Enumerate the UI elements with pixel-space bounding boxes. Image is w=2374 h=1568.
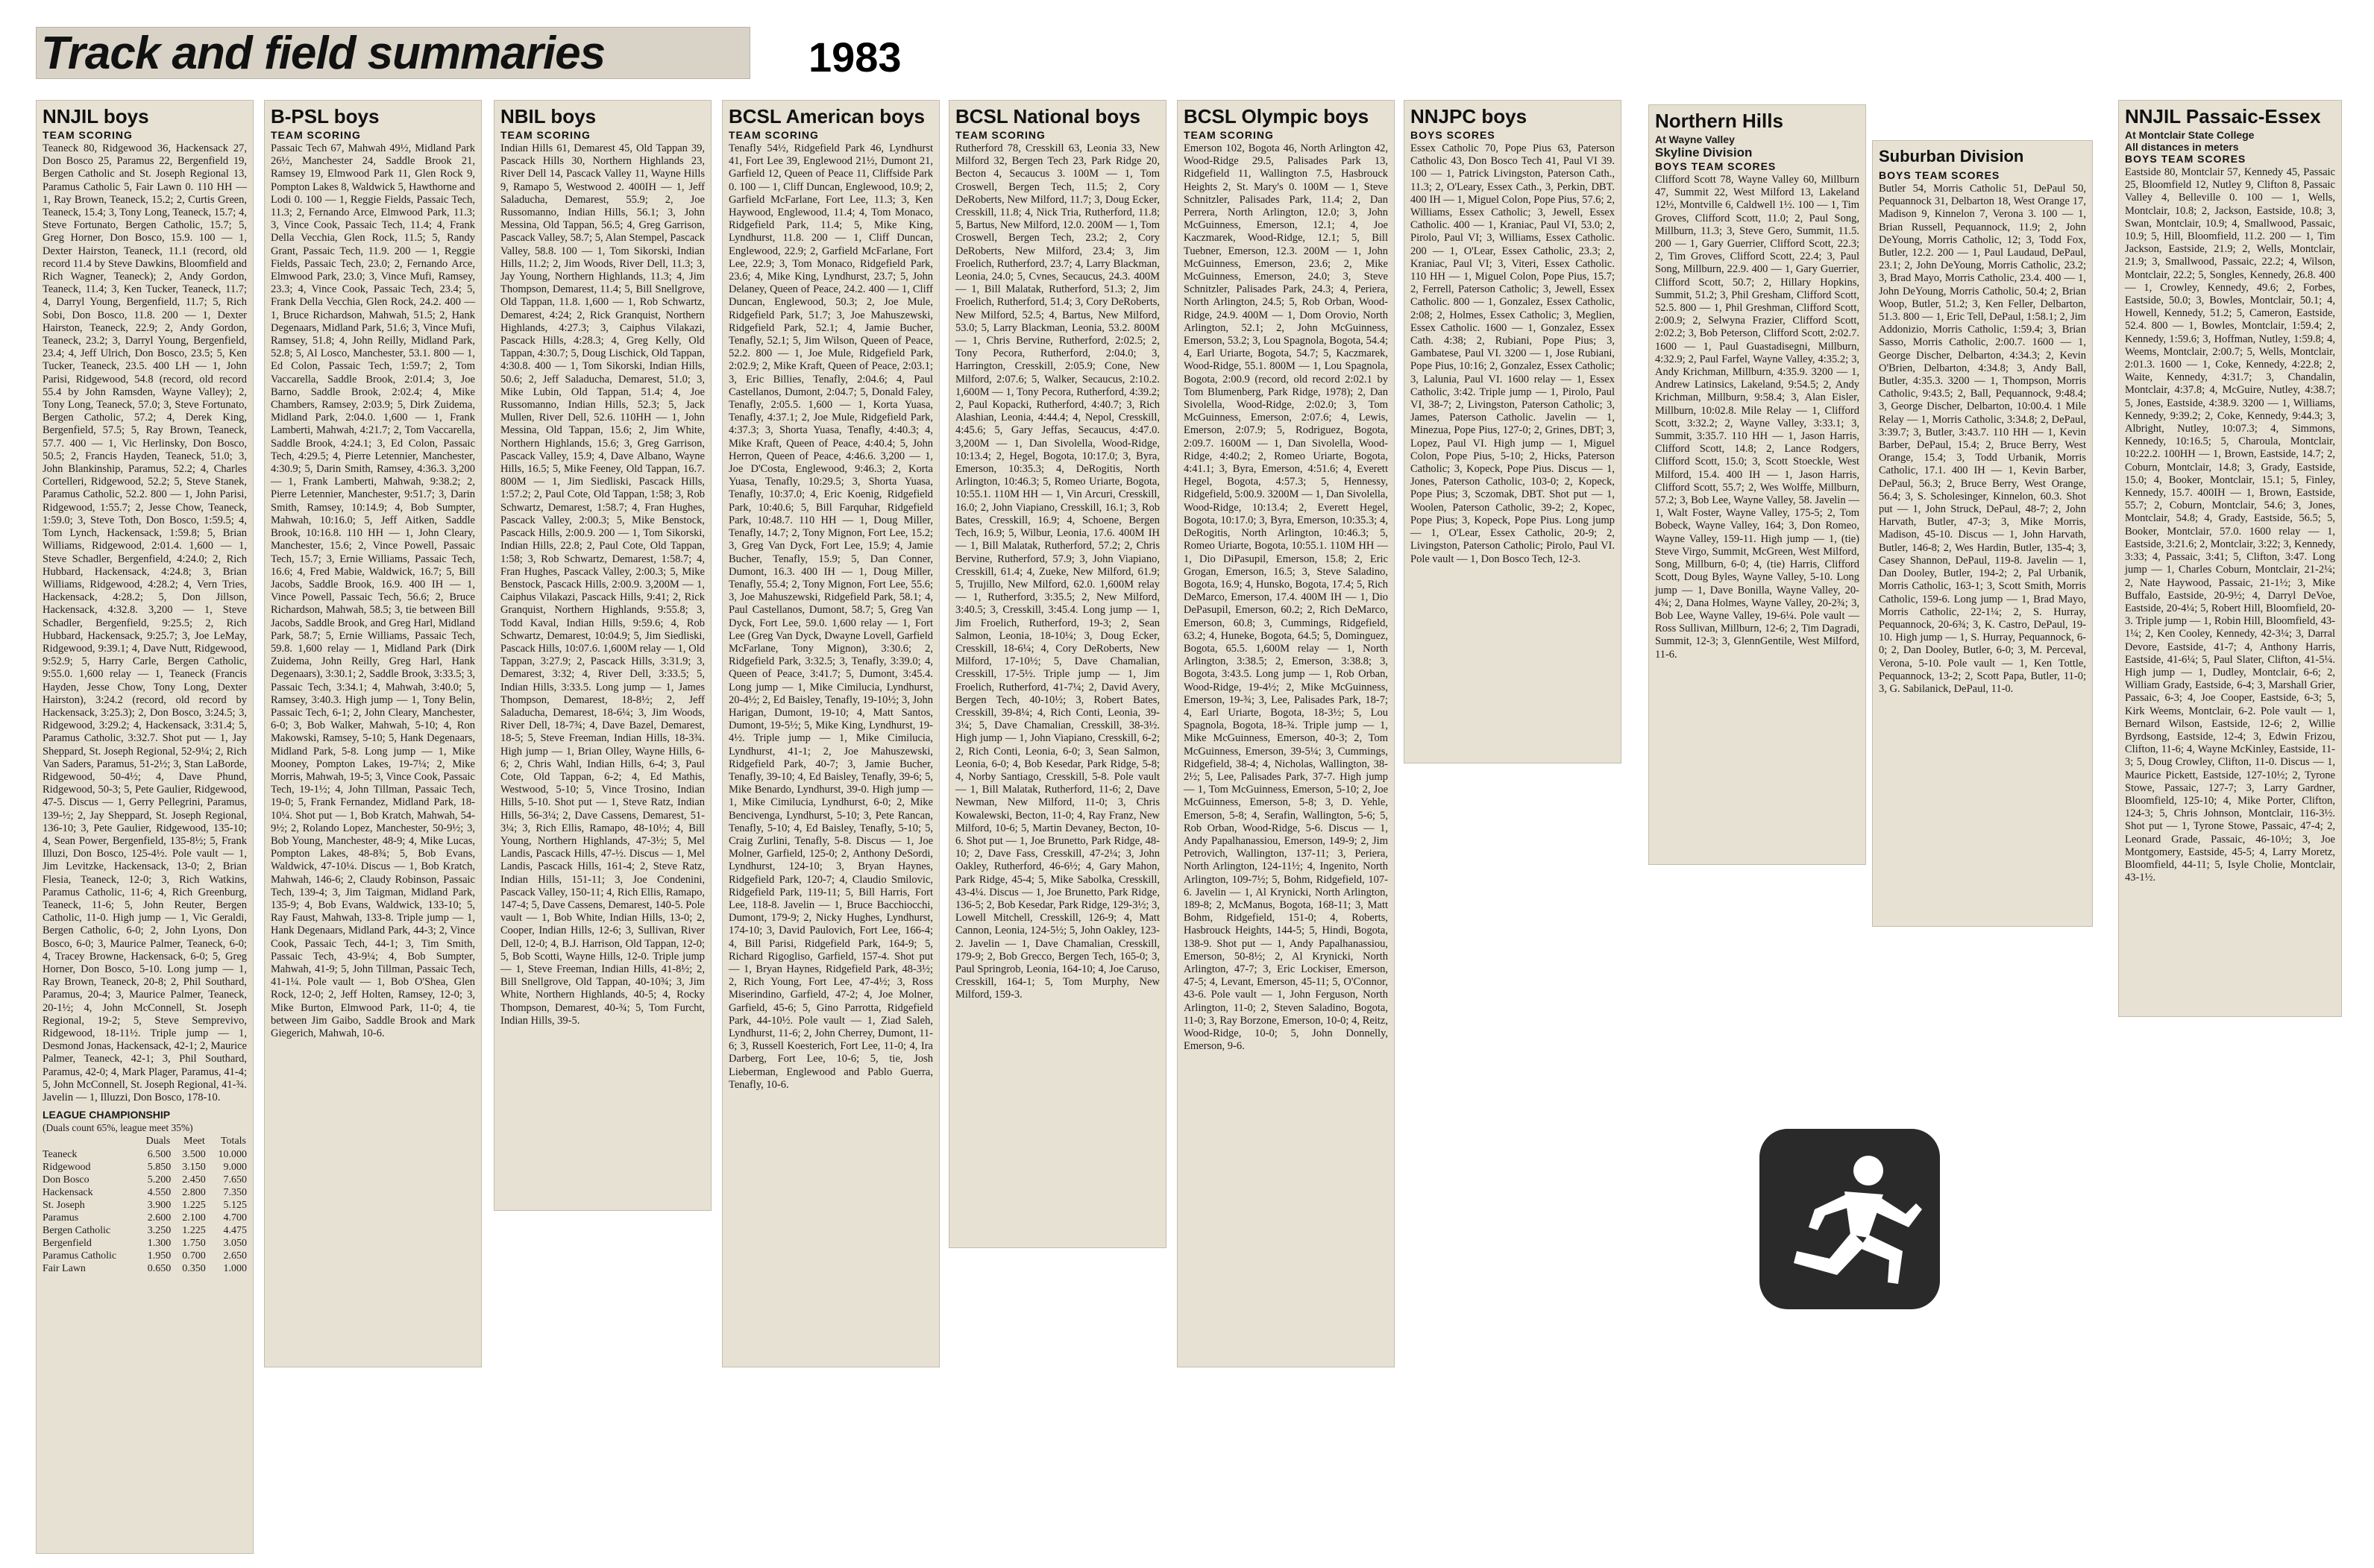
meet-value: 1.750 xyxy=(182,1238,206,1250)
team-name: Hackensack xyxy=(43,1187,93,1199)
results-text: Emerson 102, Bogota 46, North Arlington 42, Wood-Ridge 29.5, Palisades Park 13, Ridgefield 11, Wallington 7.5, Hasbrouck Heights 2, St. Mary's 0. 100M — 1, Steve Schnitzler, Palisades Park, 11.4; 2, Dan Perrera, North Arlington, 12.0; 3, John McGuinness, Emerson, 12.1; 4, Joe Kaczmarek, Wood-Ridge, 12.1; 5, Bill Tuebner, Emerson, 12.3. 200M — 1, John McGuinness, Emerson, 23.6; 2, Mike McGuinness, Emerson, 24.0; 3, Steve Schnitzler, Palisades Park, 24.3; 4, Periera, North Arlington, 24.5; 5, Rob Orban, Wood-Ridge, 24.9. 400M — 1, Dom Orovio, North Arlington, 52.1; 2, John McGuinness, Emerson, 53.2; 3, Lou Spagnola, Bogota, 54.4; 4, Earl Uriarte, Bogota, 54.7; 5, Kaczmarek, Wood-Ridge, 55.1. 800M — 1, Lou Spagnola, Bogota, 2:00.9 (record, old record 2:02.1 by Tom Blumenberg, Park Ridge, 1978); 2, Dan Sivolella, Wood-Ridge, 2:02.0; 3, Tom McGuinness, Emerson, 2:07.6; 4, Lewis, Emerson, 2:07.9; 5, Rodriguez, Bogota, 2:09.7. 1600M — 1, Dan Sivolella, Wood-Ridge, 4:40.2; 2, Romeo Uriarte, Bogota, 4:41.1; 3, Byra, Emerson, 4:51.6; 4, Everett Hegel, Bogota, 4:57.3; 5, Hennessy, Ridgefield, 5:00.9. 3200M — 1, Dan Sivolella, Wood-Ridge, 10:13.4; 2, Everett Hegel, Bogota, 10:17.0; 3, Byra, Emerson, 10:35.3; 4, DeRogitis, North Arlington, 10:46.3; 5, Romeo Uriarte, Bogota, 10:55.1. 110M HH — 1, Dio DiPasupil, Emerson, 15.8; 2, Eric Grogan, Emerson, 16.5; 3, Steve Saladino, Bogota, 16.9; 4, Hunsko, Bogota, 17.4; 5, Rich DeMarco, Emerson, 17.4. 400M IH — 1, Dio DePasupil, Emerson, 60.2; 2, Rich DeMarco, Emerson, 60.8; 3, Cummings, Ridgefield, 63.2; 4, Huneke, Bogota, 64.5; 5, Dominguez, Bogota, 65.5. 1,600M relay — 1, North Arlington, 3:38.5; 2, Emerson, 3:38.8; 3, Bogota, 3:43.5. Long jump — 1, Rob Orban, Wood-Ridge, 19-4½; 2, Mike McGuinness, Emerson, 19-¾; 3, Lee, Palisades Park, 18-7; 4, Earl Uriarte, Bogota, 18-3½; 5, Lou Spagnola, Bogota, 18-¾. Triple jump — 1, Mike McGuinness, Emerson, 40-3; 2, Tom McGuinness, Emerson, 39-5¼; 3, Cummings, Ridgefield, 38-4; 4, Nicholas, Wallington, 38-2½; 5, Lee, Palisades Park, 37-7. High jump — 1, Tom McGuinness, Emerson, 5-10; 2, Joe McGuinness, Emerson, 5-8; 3, D. Yehle, Emerson, 5-8; 4, Serafin, Wallington, 5-6; 5, Rob Orban, Wood-Ridge, 5-6. Discus — 1, Andy Papalhanassiou, Emerson, 149-9; 2, Jim Petrovich, Wallington, 137-11; 3, Periera, North Arlington, 124-11½; 4, Ingenito, North Arlington, 109-7½; 5, Bohm, Ridgefield, 107-6. Javelin — 1, Al Krynicki, North Arlington, 189-8; 2, McManus, Bogota, 168-11; 3, Matt Bohm, Ridgefield, 151-0; 4, Roberts, Hasbrouck Heights, 144-5; 5, Hindi, Bogota, 138-9. Shot put — 1, Andy Papalhanassiou, Emerson, 50-8½; 2, Al Krynicki, North Arlington, 47-7; 3, Eric Lockiser, Emerson, 47-5; 4, Levant, Emerson, 45-11; 5, O'Connor, 43-6. Pole vault — 1, John Ferguson, North Arlington, 11-0; 2, Steven Saladino, Bogota, 11-0; 3, Ray Borzone, Emerson, 10-0; 4, Reitz, Wood-Ridge, 10-0; 5, John Donnelly, Emerson, 9-6. xyxy=(1184,142,1388,1053)
column-title: NNJIL Passaic-Essex xyxy=(2125,105,2321,127)
total-value: 3.050 xyxy=(223,1238,247,1250)
column-title: BCSL Olympic boys xyxy=(1184,105,1369,127)
track-runner-logo-icon xyxy=(1756,1126,1943,1312)
team-name: Bergenfield xyxy=(43,1238,92,1250)
results-text: Clifford Scott 78, Wayne Valley 60, Millburn 47, Summit 22, West Milford 13, Lakeland 12½, Montville 6, Caldwell 1½. 100 — 1, Tim Groves, Clifford Scott, 11.0; 2, Paul Song, Millburn, 11.3; 3, Steve Gero, Summit, 11.5. 200 — 1, Gary Guerrier, Clifford Scott, 22.3; 2, Tim Groves, Clifford Scott, 22.4; 3, Paul Song, Millburn, 22.9. 400 — 1, Gary Guerrier, Clifford Scott, 50.7; 2, Hillary Hopkins, Summit, 51.2; 3, Phil Gresham, Clifford Scott, 52.5. 800 — 1, Phil Greshman, Clifford Scott, 2:00.9; 2, Selwyna Frazier, Clifford Scott, 2:02.2; 3, Bob Peterson, Clifford Scott, 2:02.7. 1600 — 1, Paul Guastadisegni, Millburn, 4:32.9; 2, Paul Farfel, Wayne Valley, 4:35.2; 3, Andy Krichman, Millburn, 4:35.9. 3200 — 1, Andrew Latinsics, Lakeland, 9:54.5; 2, Andy Krichman, Millburn, 9:58.4; 3, Alan Eisler, Millburn, 10:02.8. Mile Relay — 1, Clifford Scott, 3:32.2; 2, Wayne Valley, 3:33.1; 3, Summit, 3:35.7. 110 HH — 1, Jason Harris, Clifford Scott, 14.8; 2, Lance Rodgers, Clifford Scott, 15.0; 3, Scott Stoeckle, West Milford, 15.4. 400 IH — 1, Jason Harris, Clifford Scott, 55.7; 2, Wes Wolffe, Millburn, 57.2; 3, Bob Lee, Wayne Valley, 58. Javelin — 1, Walt Foster, Wayne Valley, 175-5; 2, Tom Bobeck, Wayne Valley, 164; 3, Don Romeo, Wayne Valley, 159-11. High jump — 1, (tie) Steve Virgo, Summit, McGreen, West Milford, Song, Millburn, 6-0; 4, (tie) Harris, Clifford Scott, Doug Byles, Wayne Valley, 5-10. Long jump — 1, Dave Bonilla, Wayne Valley, 20-4¾; 2, Dana Holmes, Wayne Valley, 20-2¾; 3, Bob Lee, Wayne Valley, 19-6¼. Pole vault — Ross Sullivan, Millburn, 12-6; 2, Tim Dagradi, Summit, 12-3; 3, GlennGentile, West Milford, 11-6. xyxy=(1655,174,1859,661)
team-name: Paramus xyxy=(43,1212,79,1224)
column-suburban-division xyxy=(1872,140,2093,927)
total-value: 7.350 xyxy=(223,1187,247,1199)
column-nnjil-boys xyxy=(36,100,254,1554)
column-nbil-boys xyxy=(494,100,712,1211)
total-value: 2.650 xyxy=(223,1250,247,1262)
meet-value: 0.700 xyxy=(182,1250,206,1262)
results-text: Teaneck 80, Ridgewood 36, Hackensack 27, Don Bosco 25, Paramus 22, Bergenfield 19, Bergen Catholic and St. Joseph Regional 13, Paramus Catholic 5, Fair Lawn 0. 110 HH — 1, Ray Brown, Teaneck, 15.2; 2, Curtis Green, Teaneck, 15.4; 3, Tony Long, Teaneck, 15.7; 4, Steve Fortunato, Bergen Catholic, 15.7; 5, Greg Horner, Don Bosco, 15.9. 100 — 1, Dexter Hairston, Teaneck, 11.1 (record, old record 11.4 by Steve Dawkins, Bloomfield and Rich Wagner, Teaneck); 2, Andy Gordon, Teaneck, 11.4; 3, Ken Tucker, Teaneck, 11.7; 4, Darryl Young, Bergenfield, 11.7; 5, Rich Sobi, Don Bosco, 11.8. 200 — 1, Dexter Hairston, Teaneck, 22.9; 2, Andy Gordon, Teaneck, 23.2; 3, Darryl Young, Bergenfield, 23.4; 4, Jeff Ulrich, Don Bosco, 23.5; 5, Ken Tucker, Teaneck, 23.5. 400 LH — 1, John Parisi, Ridgewood, 54.8 (record, old record 55.4 by John Ramsden, Wayne Valley); 2, Tony Long, Teaneck, 57.0; 3, Steve Fortunato, Bergen Catholic, 57.2; 4, Derek King, Bergenfield, 57.5; 5, Ray Brown, Teaneck, 57.7. 400 — 1, Vic Herlinsky, Don Bosco, 50.5; 2, Francis Hayden, Teaneck, 51.0; 3, John Blankinship, Paramus, 52.2; 4, Charles Cortelleri, Ridgewood, 52.2; 5, Steve Stanek, Paramus Catholic, 52.2. 800 — 1, John Parisi, Ridgewood, 1:55.7; 2, Jesse Chow, Teaneck, 1:59.0; 3, Steve Toth, Don Bosco, 1:59.5; 4, Tom Lynch, Hackensack, 1:59.8; 5, Brian Williams, Ridgewood, 2:01.4. 1,600 — 1, Steve Schadler, Bergenfield, 4:24.0; 2, Rich Hubbard, Hackensack, 4:24.8; 3, Brian Williams, Ridgewood, 4:28.2; 4, Vern Tries, Hackensack, 4:28.2; 5, Don Jillson, Hackensack, 4:32.8. 3,200 — 1, Steve Schadler, Bergenfield, 9:25.5; 2, Rich Hubbard, Hackensack, 9:25.7; 3, Joe LeMay, Ridgewood, 9:39.1; 4, Dave Nutt, Ridgewood, 9:52.9; 5, Harry Carle, Bergen Catholic, 9:55.0. 1,600 relay — 1, Teaneck (Francis Hayden, Jesse Chow, Tony Long, Dexter Hairston), 3:24.2 (record, old record by Hackensack, 3:25.3); 2, Don Bosco, 3:24.5; 3, Ridgewood, 3:29.2; 4, Hackensack, 3:31.4; 5, Paramus Catholic, 3:32.7. Shot put — 1, Jay Sheppard, St. Joseph Regional, 52-9¼; 2, Rich Van Saders, Paramus, 51-2½; 3, Stan LaBorde, Ridgewood, 50-4½; 4, Dave Phund, Ridgewood, 50-3; 5, Pete Gaulier, Ridgewood, 47-5. Discus — 1, Gerry Pellegrini, Paramus, 139-½; 2, Jay Sheppard, St. Joseph Regional, 136-10; 3, Pete Gaulier, Ridgewood, 135-10; 4, Sean Power, Bergenfield, 135-8½; 5, Frank Illuzi, Don Bosco, 125-4½. Pole vault — 1, Jim Levitzke, Hackensack, 13-0; 2, Brian Flesia, Teaneck, 12-0; 3, Rich Watkins, Paramus Catholic, 11-6; 4, Rich Greenburg, Teaneck, 11-6; 5, John Reuter, Bergen Catholic, 11-0. High jump — 1, Vic Geraldi, Bergen Catholic, 6-0; 2, John Lyons, Don Bosco, 6-0; 3, Maurice Palmer, Teaneck, 6-0; 4, Tracey Browne, Hackensack, 6-0; 5, Greg Horner, Don Bosco, 5-10. Long jump — 1, Ray Brown, Teaneck, 20-8; 2, Phil Southard, Paramus, 20-4; 3, Maurice Palmer, Teaneck, 20-1½; 4, John McConnell, St. Joseph Regional, 19-2; 5, Steve Semprevivo, Ridgewood, 18-11½. Triple jump — 1, Desmond Jonas, Hackensack, 42-1; 2, Maurice Palmer, Teaneck, 42-1; 3, Phil Southard, Paramus, 42-0; 4, Mark Plager, Paramus, 41-4; 5, John McConnell, St. Joseph Regional, 41-¾. Javelin — 1, Illuzzi, Don Bosco, 178-10. xyxy=(43,142,247,1104)
column-subtitle: TEAM SCORING xyxy=(271,129,361,141)
duals-value: 2.600 xyxy=(147,1212,172,1224)
total-value: 4.475 xyxy=(223,1225,247,1237)
total-value: 10.000 xyxy=(218,1149,247,1161)
standings-row xyxy=(43,1148,247,1161)
duals-value: 3.250 xyxy=(147,1225,172,1237)
league-championship-standings xyxy=(43,1109,247,1275)
column-subtitle: Skyline Division xyxy=(1655,145,1753,160)
column-bcsl-national-boys xyxy=(949,100,1166,1248)
column-northern-hills xyxy=(1648,104,1866,865)
column-bpsl-boys xyxy=(264,100,482,1367)
meet-value: 1.225 xyxy=(182,1225,206,1237)
column-subtitle: All distances in meters xyxy=(2125,141,2239,153)
column-bcsl-american-boys xyxy=(722,100,940,1367)
duals-value: 5.200 xyxy=(147,1174,172,1186)
column-title: BCSL American boys xyxy=(729,105,925,127)
standings-row xyxy=(43,1262,247,1275)
results-text: Tenafly 54½, Ridgefield Park 46, Lyndhurst 41, Fort Lee 39, Englewood 21½, Dumont 21, Garfield 12, Queen of Peace 11, Cliffside Park 0. 100 — 1, Cliff Duncan, Englewood, 10.9; 2, Garfield McFarlane, Fort Lee, 11.3; 3, Ken Haywood, Englewood, 11.4; 4, Tom Monaco, Ridgefield Park, 11.4; 5, Mike King, Lyndhurst, 11.8. 200 — 1, Cliff Duncan, Englewood, 22.9; 2, Garfield McFarlane, Fort Lee, 22.9; 3, Tom Monaco, Ridgefield Park, 23.6; 4, Mike King, Lyndhurst, 23.7; 5, John Delaney, Queen of Peace, 24.2. 400 — 1, Cliff Duncan, Englewood, 50.3; 2, Joe Mule, Ridgefield Park, 51.7; 3, Joe Mahuszewski, Ridgefield Park, 52.1; 4, Jamie Bucher, Tenafly, 52.1; 5, Jim Wilson, Queen of Peace, 52.2. 800 — 1, Joe Mule, Ridgefield Park, 2:02.9; 2, Mike Kraft, Queen of Peace, 2:03.1; 3, Eric Billies, Tenafly, 2:04.6; 4, Paul Castellanos, Dumont, 2:04.7; 5, Donald Faley, Tenafly, 2:05.5. 1,600 — 1, Korta Yuasa, Tenafly, 4:37.1; 2, Joe Mule, Ridgefield Park, 4:37.3; 3, Shorta Yuasa, Tenafly, 4:40.3; 4, Mike Kraft, Queen of Peace, 4:40.4; 5, John Herron, Queen of Peace, 4:46.6. 3,200 — 1, Joe D'Costa, Englewood, 9:46.3; 2, Korta Yuasa, Tenafly, 10:29.5; 3, Shorta Yuasa, Tenafly, 10:37.0; 4, Eric Koenig, Ridgefield Park, 10:40.6; 5, Bill Farquhar, Ridgefield Park, 10:48.7. 110 HH — 1, Doug Miller, Tenafly, 14.7; 2, Tony Mignon, Fort Lee, 15.2; 3, Greg Van Dyck, Fort Lee, 15.9; 4, Jamie Bucher, Tenafly, 15.9; 5, Dan Conner, Dumont, 16.3. 400 IH — 1, Doug Miller, Tenafly, 55.4; 2, Tony Mignon, Fort Lee, 55.6; 3, Joe Mahuszewski, Ridgefield Park, 58.1; 4, Paul Castellanos, Dumont, 58.7; 5, Greg Van Dyck, Fort Lee, 59.0. 1,600 relay — 1, Fort Lee (Greg Van Dyck, Dwayne Lovell, Garfield McFarlane, Tony Mignon), 3:30.6; 2, Ridgefield Park, 3:32.5; 3, Tenafly, 3:39.0; 4, Queen of Peace, 3:41.7; 5, Dumont, 3:45.4. Long jump — 1, Mike Cimilucia, Lyndhurst, 20-4½; 2, Ed Baisley, Tenafly, 19-10½; 3, John Harigan, Dumont, 19-10; 4, Matt Santos, Dumont, 19-5½; 5, Mike King, Lyndhurst, 19-4½. Triple jump — 1, Mike Cimilucia, Lyndhurst, 41-1; 2, Joe Mahuszewski, Ridgefield Park, 40-7; 3, Jamie Bucher, Tenafly, 39-10; 4, Ed Baisley, Tenafly, 39-6; 5, Mike Benardo, Lyndhurst, 39-0. High jump — 1, Mike Cimilucia, Lyndhurst, 6-0; 2, Mike Bencivenga, Lyndhurst, 5-10; 3, Pete Rancan, Tenafly, 5-10; 4, Ed Baisley, Tenafly, 5-10; 5, Craig Zurlini, Tenafly, 5-8. Discus — 1, Joe Molner, Garfield, 125-0; 2, Anthony DeSordi, Lyndhurst, 124-10; 3, Bryan Haynes, Ridgefield Park, 120-7; 4, Claudio Smilovic, Ridgefield Park, 119-11; 5, Bill Harris, Fort Lee, 118-8. Javelin — 1, Bruce Bacchiocchi, Dumont, 179-9; 2, Nicky Hughes, Lyndhurst, 174-10; 3, David Paulovich, Fort Lee, 166-4; 4, Bill Parisi, Ridgefield Park, 164-9; 5, Richard Rigogliso, Garfield, 157-4. Shot put — 1, Bryan Haynes, Ridgefield Park, 48-3½; 2, Rich Young, Fort Lee, 47-4½; 3, Ross Miserindino, Garfield, 47-2; 4, Joe Molner, Garfield, 45-6; 5, Gino Parrotta, Ridgefield Park, 44-10½. Pole vault — 1, Ziad Saleh, Lyndhurst, 11-6; 2, John Cherrey, Dumont, 11-6; 3, Russell Koesterich, Fort Lee, 11-0; 4, Ira Darberg, Fort Lee, 10-6; 5, tie, Josh Lieberman, Englewood and Pablo Guerra, Tenafly, 10-6. xyxy=(729,142,933,1091)
team-name: Paramus Catholic xyxy=(43,1250,117,1262)
standings-note: (Duals count 65%, league meet 35%) xyxy=(43,1122,193,1134)
column-subtitle: At Montclair State College xyxy=(2125,129,2255,141)
team-name: Bergen Catholic xyxy=(43,1225,111,1237)
standings-row xyxy=(43,1224,247,1237)
column-subtitle: TEAM SCORING xyxy=(43,129,133,141)
column-subtitle: TEAM SCORING xyxy=(1184,129,1274,141)
total-value: 7.650 xyxy=(223,1174,247,1186)
duals-value: 5.850 xyxy=(147,1162,172,1174)
duals-value: 1.300 xyxy=(147,1238,172,1250)
results-text: Essex Catholic 70, Pope Pius 63, Paterson Catholic 43, Don Bosco Tech 41, Paul VI 39. 100 — 1, Patrick Livingston, Paterson Cath., 11.3; 2, O'Leary, Essex Cath., 3, Perkin, DBT. 400 IH — 1, Miguel Colon, Pope Pius, 57.6; 2, Williams, Essex Catholic; 3, Jewell, Essex Catholic. 400 — 1, Kraniac, Paul VI, 53.0; 2, Pirolo, Paul VI; 3, Williams, Essex Catholic. 200 — 1, O'Lear, Essex Catholic, 23.3; 2, Kraniac, Paul VI; 3, Viteri, Essex Catholic. 110 HH — 1, Miguel Colon, Pope Pius, 15.7; 2, Ferrell, Paterson Catholic; 3, Jewell, Essex Catholic. 800 — 1, Gonzalez, Essex Catholic, 2:08; 2, Holmes, Essex Catholic; 3, Meglien, Essex Catholic. 1600 — 1, Gonzalez, Essex Cath. 4:38; 2, Rubiani, Pope Pius; 3, Gambatese, Paul VI. 3200 — 1, Jose Rubiani, Pope Pius, 10:16; 2, Gonzalez, Essex Catholic; 3, Lalunia, Paul VI. 1600 relay — 1, Essex Catholic, 3:42. Triple jump — 1, Pirolo, Paul VI, 38-7; 2, Livingston, Paterson Catholic; 3, James, Paterson Catholic. Javelin — 1, Minezua, Pope Pius, 127-0; 2, Grines, DBT; 3, Lopez, Paul VI. High jump — 1, Miguel Colon, Pope Pius, 5-10; 2, Hicks, Paterson Catholic; 3, Kopeck, Pope Pius. Discus — 1, Jones, Paterson Catholic, 103-0; 2, Kopeck, Pope Pius; 3, Sczomak, DBT. Shot put — 1, Woolen, Paterson Catholic, 39-2; 2, Kopec, Pope Pius; 3, Kopeck, Pope Pius. Long jump — 1, O'Lear, Essex Catholic, 20-9; 2, Livingston, Paterson Catholic; Pirolo, Paul VI. Pole vault — 1, Don Bosco Tech, 12-3. xyxy=(1410,142,1615,565)
column-nnjpc-boys xyxy=(1404,100,1621,763)
standings-row xyxy=(43,1199,247,1212)
column-subtitle: At Wayne Valley xyxy=(1655,133,1735,145)
column-subtitle: BOYS TEAM SCORES xyxy=(2125,153,2246,165)
team-name: Fair Lawn xyxy=(43,1263,86,1275)
team-name: Ridgewood xyxy=(43,1162,91,1174)
duals-value: 6.500 xyxy=(147,1149,172,1161)
results-text: Passaic Tech 67, Mahwah 49½, Midland Park 26½, Manchester 24, Saddle Brook 21, Ramsey 19, Elmwood Park 11, Glen Rock 9, Pompton Lakes 8, Waldwick 5, Hawthorne and Lodi 0. 100 — 1, Reggie Fields, Passaic Tech, 11.3; 2, Fernando Arce, Elmwood Park, 11.3; 3, Vince Cook, Passaic Tech, 11.4; 4, Frank Della Vecchia, Glen Rock, 11.5; 5, Randy Grant, Passaic Tech, 11.9. 200 — 1, Reggie Fields, Passaic Tech, 23.0; 2, Fernando Arce, Elmwood Park, 23.0; 3, Vince Mufi, Ramsey, 23.3; 4, Vince Cook, Passaic Tech, 23.4; 5, Frank Della Vecchia, Glen Rock, 24.2. 400 — 1, Bruce Richardson, Mahwah, 51.5; 2, Hank Degenaars, Midland Park, 51.6; 3, Vince Mufi, Ramsey, 51.8; 4, John Reilly, Midland Park, 52.8; 5, Al Losco, Manchester, 53.1. 800 — 1, Ed Colon, Passaic Tech, 1:59.7; 2, Tom Vaccarella, Saddle Brook, 2:01.4; 3, Joe Barno, Saddle Brook, 2:02.4; 4, Mike Chambers, Ramsey, 2:03.9; 5, Dirk Zuidema, Midland Park, 2:04.0. 1,600 — 1, Frank Lamberti, Mahwah, 4:21.7; 2, Tom Vaccarella, Saddle Brook, 4:24.1; 3, Ed Colon, Passaic Tech, 4:29.5; 4, Pierre Letennier, Manchester, 4:30.9; 5, Darin Smith, Ramsey, 4:36.3. 3,200 — 1, Frank Lamberti, Mahwah, 9:38.2; 2, Pierre Letennier, Manchester, 9:51.7; 3, Darin Smith, Ramsey, 10:14.9; 4, Bob Sumpter, Mahwah, 10:16.0; 5, Jeff Aitken, Saddle Brook, 10:16.8. 110 HH — 1, John Cleary, Manchester, 15.6; 2, Vince Powell, Passaic Tech, 15.7; 3, Ernie Williams, Passaic Tech, 16.6; 4, Fred Mabie, Waldwick, 16.7; 5, Bill Jacobs, Saddle Brook, 16.9. 400 IH — 1, Vince Powell, Passaic Tech, 56.6; 2, Bruce Richardson, Mahwah, 58.5; 3, tie between Bill Jacobs, Saddle Brook, and Greg Harl, Midland Park, 58.7; 5, Ernie Williams, Passaic Tech, 59.8. 1,600 relay — 1, Midland Park (Dirk Zuidema, John Reilly, Greg Harl, Hank Degenaars), 3:30.1; 2, Saddle Brook, 3:33.5; 3, Passaic Tech, 3:34.1; 4, Mahwah, 3:40.0; 5, Ramsey, 3:40.3. High jump — 1, Tony Belin, Passaic Tech, 6-1; 2, John Cleary, Manchester, 6-0; 3, Bob Walker, Mahwah, 5-10; 4, Ron Makowski, Ramsey, 5-10; 5, Hank Degenaars, Midland Park, 5-8. Long jump — 1, Mike Mooney, Pompton Lakes, 19-7¼; 2, Mike Morris, Mahwah, 19-5; 3, Vince Cook, Passaic Tech, 19-1½; 4, John Tillman, Passaic Tech, 19-0; 5, Frank Fernandez, Midland Park, 18-10¼. Shot put — 1, Bob Kratch, Mahwah, 54-9½; 2, Rolando Lopez, Manchester, 50-9½; 3, Bob Young, Manchester, 48-9; 4, Mike Lucas, Pompton Lakes, 48-8¾; 5, Bob Evans, Waldwick, 47-10¼. Discus — 1, Bob Kratch, Mahwah, 146-6; 2, Claudy Robinson, Passaic Tech, 139-4; 3, Jim Taigman, Midland Park, 135-9; 4, Bob Evans, Waldwick, 133-10; 5, Ray Faust, Mahwah, 133-8. Triple jump — 1, Hank Degenaars, Midland Park, 44-3; 2, Vince Cook, Passaic Tech, 44-1; 3, Tim Smith, Passaic Tech, 43-9¼; 4, Bob Sumpter, Mahwah, 41-9; 5, John Tillman, Passaic Tech, 41-1¼. Pole vault — 1, Bob O'Shea, Glen Rock, 12-0; 2, Jeff Holten, Ramsey, 12-0; 3, Mike Burton, Elmwood Park, 11-0; 4, tie between Jim Gaibo, Saddle Brook and Mark Giegerich, Mahwah, 10-6. xyxy=(271,142,476,1040)
duals-value: 1.950 xyxy=(147,1250,172,1262)
standings-row xyxy=(43,1250,247,1262)
year-label: 1983 xyxy=(808,34,902,81)
team-name: Don Bosco xyxy=(43,1174,90,1186)
meet-value: 3.150 xyxy=(182,1162,206,1174)
standings-row xyxy=(43,1161,247,1174)
column-title: Suburban Division xyxy=(1879,147,2024,166)
duals-value: 3.900 xyxy=(147,1200,172,1212)
column-title: BCSL National boys xyxy=(955,105,1141,127)
column-subtitle: BOYS TEAM SCORES xyxy=(1655,160,1777,172)
total-value: 5.125 xyxy=(223,1200,247,1212)
column-nnjil-passaic-essex xyxy=(2118,100,2342,1017)
results-text: Indian Hills 61, Demarest 45, Old Tappan 39, Pascack Hills 30, Northern Highlands 23, River Dell 14, Pascack Valley 11, Wayne Hills 9, Ramapo 5, Westwood 2. 400IH — 1, Jeff Saladucha, Demarest, 55.9; 2, Joe Russomanno, Indian Hills, 56.1; 3, John Messina, Old Tappan, 56.5; 4, Greg Garrison, Pascack Valley, 58.7; 5, Alan Stempel, Pascack Valley, 58.8. 100 — 1, Tom Sikorski, Indian Hills, 11.2; 2, Jim Woods, River Dell, 11.3; 3, Jay Young, Northern Highlands, 11.3; 4, Jim Thompson, Demarest, 11.4; 5, Bill Snellgrove, Old Tappan, 11.8. 1,600 — 1, Rob Schwartz, Demarest, 4:24; 2, Rick Granquist, Northern Highlands, 4:27.3; 3, Caiphus Vilakazi, Pascack Hills, 4:28.3; 4, Greg Kelly, Old Tappan, 4:30.7; 5, Doug Lischick, Old Tappan, 4:30.8. 400 — 1, Tom Sikorski, Indian Hills, 50.6; 2, Jeff Saladucha, Demarest, 51.0; 3, Mike Lubin, Old Tappan, 51.4; 4, Joe Russomanno, Indian Hills, 52.3; 5, Jack Mullen, River Dell, 52.6. 110HH — 1, John Messina, Old Tappan, 15.6; 2, Jim White, Northern Highlands, 15.6; 3, Greg Garrison, Pascack Valley, 15.9; 4, Dave Albano, Wayne Hills, 16.5; 5, Mike Feeney, Old Tappan, 16.7. 800M — 1, Jim Siedliski, Pascack Hills, 1:57.2; 2, Paul Cote, Old Tappan, 1:58; 3, Rob Schwartz, Demarest, 1:58.7; 4, Fran Hughes, Pascack Valley, 2:00.3; 5, Mike Benstock, Pascack Hills, 2:00.9. 200 — 1, Tom Sikorski, Indian Hills, 22.8; 2, Paul Cote, Old Tappan, 1:58; 3, Rob Schwartz, Demarest, 1:58.7; 4, Fran Hughes, Pascack Valley, 2:00.3; 5, Mike Benstock, Pascack Hills, 2:00.9. 3,200M — 1, Caiphus Vilakazi, Pascack Hills, 9:41; 2, Rick Granquist, Northern Highlands, 9:55.8; 3, Todd Kaval, Indian Hills, 9:59.6; 4, Rob Schwartz, Demarest, 10:04.9; 5, Jim Siedliski, Pascack Hills, 10:07.6. 1,600M relay — 1, Old Tappan, 3:27.9; 2, Pascack Hills, 3:31.9; 3, Demarest, 3:32; 4, River Dell, 3:33.5; 5, Indian Hills, 3:33.5. Long jump — 1, James Thompson, Demarest, 18-8½; 2, Jeff Saladucha, Demarest, 18-6¼; 3, Jim Woods, River Dell, 18-7¾; 4, Dave Bazel, Demarest, 18-5; 5, Steve Freeman, Indian Hills, 18-3¾. High jump — 1, Brian Olley, Wayne Hills, 6-6; 2, Chris Wahl, Indian Hills, 6-4; 3, Paul Cote, Old Tappan, 6-2; 4, Ed Mathis, Westwood, 5-10; 5, Vince Trosino, Indian Hills, 5-10. Shot put — 1, Steve Ratz, Indian Hills, 56-3¼; 2, Dave Cassens, Demarest, 51-3¼; 3, Rich Ellis, Ramapo, 48-10½; 4, Bill Young, Northern Highlands, 47-3½; 5, Mel Landis, Pascack Hills, 47-½. Discus — 1, Mel Landis, Pascack Hills, 161-4; 2, Steve Ratz, Indian Hills, 151-11; 3, Joe Condenini, Pascack Valley, 150-11; 4, Rich Ellis, Ramapo, 147-4; 5, Dave Cassens, Demarest, 140-5. Pole vault — 1, Bob White, Indian Hills, 13-0; 2, Cooper, Indian Hills, 12-6; 3, Sullivan, River Dell, 12-0; 4, B.J. Harrison, Old Tappan, 12-0; 5, Bob Scotti, Wayne Hills, 12-0. Triple jump — 1, Steve Freeman, Indian Hills, 41-8½; 2, Bill Snellgrove, Old Tappan, 40-10¾; 3, Jim White, Northern Highlands, 40-5; 4, Rocky Thompson, Demarest, 40-¾; 5, Tom Furcht, Indian Hills, 39-5. xyxy=(500,142,705,1027)
total-value: 1.000 xyxy=(223,1263,247,1275)
standings-header: Duals xyxy=(145,1136,171,1147)
column-subtitle: TEAM SCORING xyxy=(955,129,1046,141)
duals-value: 0.650 xyxy=(147,1263,172,1275)
standings-row xyxy=(43,1174,247,1186)
standings-header: Totals xyxy=(220,1136,246,1147)
column-title: Northern Hills xyxy=(1655,110,1783,132)
duals-value: 4.550 xyxy=(147,1187,172,1199)
meet-value: 2.800 xyxy=(182,1187,206,1199)
results-text: Eastside 80, Montclair 57, Kennedy 45, Passaic 25, Bloomfield 12, Nutley 9, Clifton 8, Passaic Valley 4, Belleville 0. 100 — 1, Wells, Montclair, 10.8; 2, Jackson, Eastside, 10.8; 3, Swan, Montclair, 10.9; 4, Smallwood, Passaic, 10.9; 5, Hill, Bloomfield, 11.2. 200 — 1, Tim Jackson, Eastside, 21.9; 2, Wells, Montclair, 21.9; 3, Smallwood, Passaic, 22.2; 4, Wilson, Montclair, 22.2; 5, Songles, Kennedy, 26.8. 400 — 1, Crowley, Kennedy, 49.6; 2, Forbes, Eastside, 50.0; 3, Bowles, Montclair, 50.1; 4, Howell, Kennedy, 51.2; 5, Cameron, Eastside, 52.4. 800 — 1, Bowles, Montclair, 1:59.4; 2, Kennedy, 1:59.6; 3, Hoffman, Nutley, 1:59.8; 4, Weems, Montclair, 2:00.7; 5, Wells, Montclair, 2:01.3. 1600 — 1, Coke, Kennedy, 4:22.8; 2, Waite, Kennedy, 4:31.7; 3, Chandalin, Montclair, 4:37.8; 4, McGuire, Nutley, 4:38.7; 5, Jones, Eastside, 4:38.9. 3200 — 1, Williams, Kennedy, 9:39.2; 2, Coke, Kennedy, 9:44.3; 3, Albright, Nutley, 10:07.3; 4, Simmons, Kennedy, 10:16.5; 5, Charoula, Montclair, 10:22.2. 100HH — 1, Brown, Eastside, 14.7; 2, Coburn, Montclair, 14.8; 3, Grady, Eastside, 15.0; 4, Booker, Montclair, 15.1; 5, Finley, Kennedy, 15.7. 400IH — 1, Brown, Eastside, 55.7; 2, Coburn, Montclair, 54.6; 3, Jones, Montclair, 54.8; 4, Grady, Eastside, 56.5; 5, Booker, Montclair, 57.0. 1600 relay — 1, Eastside, 3:21.6; 2, Montclair, 3:22; 3, Kennedy, 3:33; 4, Passaic, 3:41; 5, Clifton, 3:47. Long jump — 1, Charles Coburn, Montclair, 21-2¼; 2, Nate Haywood, Passaic, 21-1½; 3, Mike Buffalo, Eastside, 20-9½; 4, Darryl DeVoe, Eastside, 20-4¼; 5, Robert Hill, Bloomfield, 20-3. Triple jump — 1, Robin Hill, Bloomfield, 43-1¼; 2, Ken Cooley, Kennedy, 42-3¼; 3, Darral Devore, Eastside, 41-7; 4, Anthony Harris, Eastside, 41-6¼; 5, Paul Slater, Clifton, 41-5¼. High jump — 1, Dudley, Montclair, 6-6; 2, William Grady, Eastside, 6-4; 3, Marshall Grier, Passaic, 6-3; 4, Joe Cooper, Eastside, 6-3; 5, Kirk Weems, Montclair, 6-2. Pole vault — 1, Bernard Wilson, Eastside, 12-6; 2, Willie Byrdsong, Eastside, 12-4; 3, Edwin Frizou, Clifton, 11-6; 4, Wayne McKinley, Eastside, 11-3; 5, Doug Crowley, Clifton, 11-0. Discus — 1, Maurice Pickett, Eastside, 127-10½; 2, Tyrone Stowe, Passaic, 127-7; 3, Larry Gardner, Bloomfield, 125-10; 4, Mike Porter, Clifton, 124-3; 5, Chris Johnson, Montclair, 116-3½. Shot put — 1, Tyrone Stowe, Passaic, 47-4; 2, Leonard Grade, Passaic, 46-10½; 3, Joe Montgomery, Eastside, 45-5; 4, Larry Moretz, Bloomfield, 44-11; 5, Isyle Cholie, Montclair, 43-1½. xyxy=(2125,166,2335,884)
column-title: B-PSL boys xyxy=(271,105,380,127)
results-text: Rutherford 78, Cresskill 63, Leonia 33, New Milford 32, Bergen Tech 23, Park Ridge 20, Becton 4, Secaucus 3. 100M — 1, Tom Croswell, Bergen Tech, 11.5; 2, Cory DeRoberts, New Milford, 11.7; 3, Doug Ecker, Cresskill, 11.8; 4, Nick Tria, Rutherford, 11.8; 5, Bartus, New Milford, 12.0. 200M — 1, Tom Croswell, Bergen Tech, 23.2; 2, Cory DeRoberts, New Milford, 23.4; 3, Jim Froelich, Rutherford, 23.7; 4, Larry Blackman, Leonia, 24.0; 5, Cvnes, Secaucus, 24.3. 400M — 1, Bill Malatak, Rutherford, 51.3; 2, Jim Froelich, Rutherford, 51.4; 3, Cory DeRoberts, New Milford, 52.5; 4, Bartus, New Milford, 53.0; 5, Larry Blackman, Leonia, 53.2. 800M — 1, Chris Bervine, Rutherford, 2:02.5; 2, Tony Pecora, Rutherford, 2:04.0; 3, Harrington, Cresskill, 2:05.9; Cone, New Milford, 2:07.6; 5, Walker, Secaucus, 2:10.2. 1,600M — 1, Tony Pecora, Rutherford, 4:39.2; 2, Paul Kopacki, Rutherford, 4:40.7; 3, Rich Alashian, Leonia, 4:44.4; 4, Nepol, Cresskill, 4:45.6; 5, Gary Jeffas, Secaucus, 4:47.0. 3,200M — 1, Dan Sivolella, Wood-Ridge, 10:13.4; 2, Hegel, Bogota, 10:17.0; 3, Byra, Emerson, 10:35.3; 4, DeRogitis, North Arlington, 10:46.3; 5, Romeo Uriarte, Bogota, 10:55.1. 110M HH — 1, Vin Arcuri, Cresskill, 16.0; 2, John Viapiano, Cresskill, 16.1; 3, Rob Bates, Cresskill, 16.9; 4, Schoene, Bergen Tech, 16.9; 5, Wilbur, Leonia, 17.6. 400M IH — 1, Bill Malatak, Rutherford, 57.2; 2, Chris Bervine, Rutherford, 57.9; 3, John Viapiano, Cresskill, 61.4; 4, Zueke, New Milford, 61.9; 5, Trujillo, New Milford, 62.0. 1,600M relay — 1, Rutherford, 3:35.5; 2, New Milford, 3:40.5; 3, Cresskill, 3:45.4. Long jump — 1, Jim Froelich, Rutherford, 19-3; 2, Sean Salmon, Leonia, 18-10¼; 3, Doug Ecker, Cresskill, 18-6¼; 4, Cory DeRoberts, New Milford, 17-10½; 5, Dave Chamalian, Cresskill, 17-5½. Triple jump — 1, Jim Froelich, Rutherford, 41-7¼; 2, David Avery, Bergen Tech, 40-10½; 3, Robert Bates, Cresskill, 39-8¼; 4, Rich Conti, Leonia, 39-3¼; 5, Dave Chamalian, Cresskill, 38-3½. High jump — 1, John Viapiano, Cresskill, 6-2; 2, Rich Conti, Leonia, 6-0; 3, Sean Salmon, Leonia, 6-0; 4, Bob Kesedar, Park Ridge, 5-8; 4, Norby Santiago, Cresskill, 5-8. Pole vault — 1, Bill Malatak, Rutherford, 11-6; 2, Dave Newman, New Milford, 11-0; 3, Chris Kowalewski, Becton, 11-0; 4, Ray Franz, New Milford, 10-6; 5, Martin Devaney, Becton, 10-6. Shot put — 1, Joe Brunetto, Park Ridge, 48-10; 2, Dave Fass, Cresskill, 47-2¼; 3, John Oakley, Rutherford, 46-6½; 4, Gary Mahon, Park Ridge, 45-4; 5, Mike Sabolka, Cresskill, 43-4¼. Discus — 1, Joe Brunetto, Park Ridge, 136-5; 2, Bob Kesedar, Park Ridge, 129-3½; 3, Lowell Mitchell, Cresskill, 126-9; 4, Matt Cannon, Leonia, 124-5½; 5, John Oakley, 123-2. Javelin — 1, Dave Chamalian, Cresskill, 179-9; 2, Bob Grecco, Bergen Tech, 165-0; 3, Paul Springrob, Leonia, 164-10; 4, Joe Caruso, Cresskill, 164-1; 5, Tom Murphy, New Milford, 159-3. xyxy=(955,142,1160,1001)
total-value: 4.700 xyxy=(223,1212,247,1224)
standings-title: LEAGUE CHAMPIONSHIP xyxy=(43,1109,171,1121)
page-headline xyxy=(36,27,750,79)
column-subtitle: TEAM SCORING xyxy=(729,129,819,141)
team-name: St. Joseph xyxy=(43,1200,85,1212)
standings-row xyxy=(43,1212,247,1224)
standings-row xyxy=(43,1237,247,1250)
column-subtitle: TEAM SCORING xyxy=(500,129,591,141)
meet-value: 2.100 xyxy=(182,1212,206,1224)
meet-value: 3.500 xyxy=(182,1149,206,1161)
meet-value: 0.350 xyxy=(182,1263,206,1275)
standings-table xyxy=(43,1134,247,1275)
standings-row xyxy=(43,1186,247,1199)
meet-value: 1.225 xyxy=(182,1200,206,1212)
column-subtitle: BOYS SCORES xyxy=(1410,129,1495,141)
column-title: NBIL boys xyxy=(500,105,597,127)
team-name: Teaneck xyxy=(43,1149,78,1161)
results-text: Butler 54, Morris Catholic 51, DePaul 50, Pequannock 31, Delbarton 18, West Orange 17, Madison 9, Kinnelon 7, Verona 3. 100 — 1, Brian Russell, Pequannock, 11.9; 2, John DeYoung, Morris Catholic, 12; 3, Todd Fox, Butler, 12.2. 200 — 1, Paul Laudaud, DePaul, 23.1; 2, John DeYoung, Morris Catholic, 23.2; 3, Brad Mayo, Morris Catholic, 23.4. 400 — 1, John DeYoung, Morris Catholic, 50.4; 2, Brian Woop, Butler, 51.2; 3, Ken Feller, Delbarton, 51.3. 800 — 1, Eric Tell, DePaul, 1:58.1; 2, Jim Addonizio, Morris Catholic, 1:59.4; 3, Brian Sasso, Morris Catholic, 2:00.7. 1600 — 1, George Discher, Delbarton, 4:34.3; 2, Kevin O'Brien, Delbarton, 4:34.8; 3, Andy Ball, Butler, 4:35.3. 3200 — 1, Thompson, Morris Catholic, 9:43.5; 2, Ball, Pequannock, 9:48.4; 3, George Discher, Delbarton, 10:00.4. 1 Mile Relay — 1, Morris Catholic, 3:34.8; 2, DePaul, 3:39.7; 3, Butler, 3:43.7. 110 HH — 1, Kevin Barber, DePaul, 15.4; 2, Bruce Berry, West Orange, 15.4; 3, Todd Urbanik, Morris Catholic, 17.1. 400 IH — 1, Kevin Barber, DePaul, 56.3; 2, Bruce Berry, West Orange, 56.4; 3, S. Scholesinger, Kinnelon, 60.3. Shot put — 1, John Struck, DePaul, 48-7; 2, John Harvath, Butler, 47-3; 3, Mike Morris, Madison, 45-10. Discus — 1, John Harvath, Butler, 146-8; 2, Wes Hardin, Butler, 135-4; 3, Casey Shannon, DePaul, 119-8. Javelin — 1, Dan Dooley, Butler, 194-2; 2, Pal Urbanik, Morris Catholic, 163-1; 3, Scott Smith, Morris Catholic, 159-6. Long jump — 1, Brad Mayo, Morris Catholic, 22-1¼; 2, S. Hurray, Pequannock, 20-6¾; 3, K. Castro, DePaul, 19-10. High jump — 1, S. Hurray, Pequannock, 6-0; 2, Dan Dooley, Butler, 6-0; 3, M. Perceval, Verona, 5-10. Pole vault — 1, Ken Tottle, Pequannock, 13-2; 2, Scott Papa, Butler, 11-0; 3, G. Sabilanick, DePaul, 11-0. xyxy=(1879,183,2086,695)
meet-value: 2.450 xyxy=(182,1174,206,1186)
column-bcsl-olympic-boys xyxy=(1177,100,1395,1367)
column-subtitle: BOYS TEAM SCORES xyxy=(1879,169,2000,181)
column-title: NNJPC boys xyxy=(1410,105,1527,127)
column-title: NNJIL boys xyxy=(43,105,149,127)
total-value: 9.000 xyxy=(223,1162,247,1174)
headline-text: Track and field summaries xyxy=(41,27,606,79)
standings-header: Meet xyxy=(183,1136,205,1147)
